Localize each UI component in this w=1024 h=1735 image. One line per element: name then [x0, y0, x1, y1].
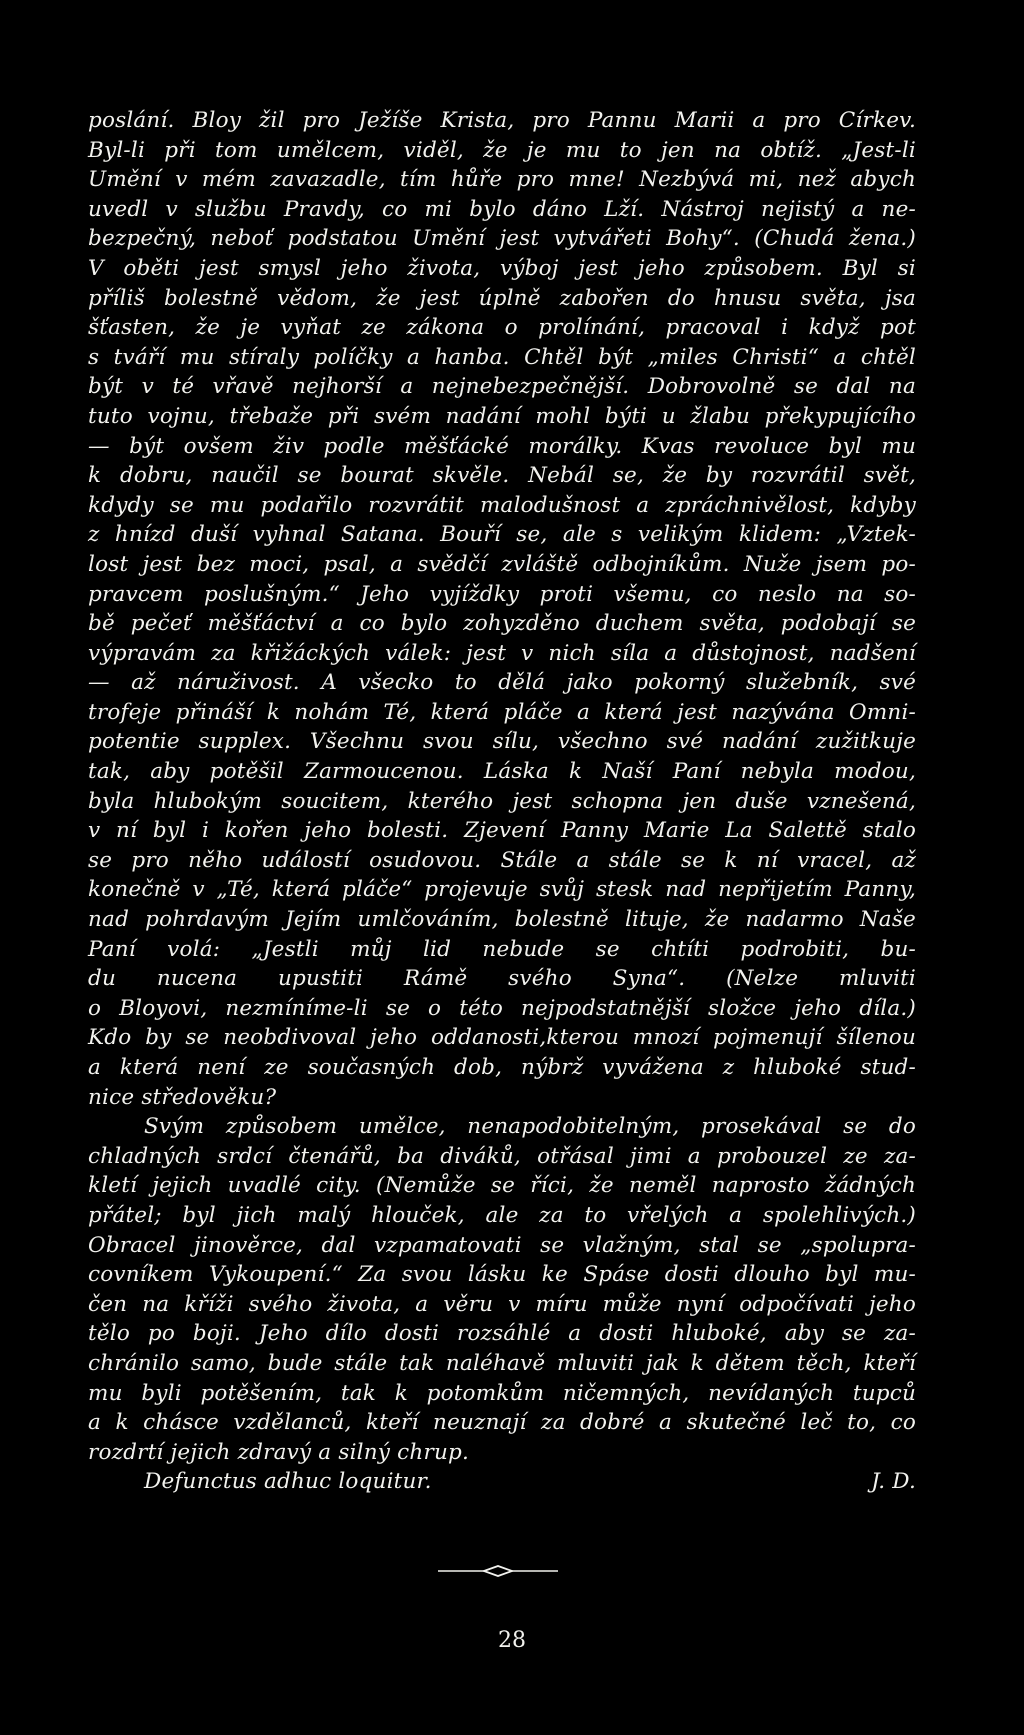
text-line: trofeje přináší k nohám Té, která pláče a která jest nazývána Omni-: [88, 699, 916, 725]
text-line: Kdo by se neobdivoval jeho oddanosti,kterou mnozí pojmenují šílenou: [88, 1025, 916, 1051]
text-line: Obracel jinověrce, dal vzpamatovati se vlažným, stal se „spolupra-: [88, 1232, 916, 1258]
text-line: Paní volá: „Jestli můj lid nebude se chtíti podrobiti, bu-: [88, 936, 916, 962]
text-line: o Bloyovi, nezmíníme-li se o této nejpodstatnější složce jeho díla.): [88, 995, 916, 1021]
horizontal-rule-ornament-icon: [438, 1563, 558, 1579]
text-line: — být ovšem živ podle měšťácké morálky. Kvas revoluce byl mu: [88, 433, 916, 459]
text-line: a k chásce vzdělanců, kteří neuznají za dobré a skutečné leč to, co: [88, 1410, 916, 1436]
text-line: chladných srdcí čtenářů, ba diváků, otřásal jimi a probouzel ze za-: [88, 1143, 916, 1169]
text-line: bezpečný, neboť podstatou Umění jest vytvářeti Bohy“. (Chudá žena.): [88, 226, 916, 252]
body-text: [88, 106, 916, 1497]
text-line: chránilo samo, bude stále tak naléhavě mluviti jak k dětem těch, kteří: [88, 1350, 916, 1376]
text-line: v ní byl i kořen jeho bolesti. Zjevení Panny Marie La Salettě stalo: [88, 818, 916, 844]
text-line: mu byli potěšením, tak k potomkům ničemných, nevídaných tupců: [88, 1380, 916, 1406]
text-line: kletí jejich uvadlé city. (Nemůže se říci, že neměl naprosto žádných: [88, 1173, 916, 1199]
text-line: bě pečeť měšťáctví a co bylo zohyzděno duchem světa, podobají se: [88, 611, 916, 637]
text-line: Svým způsobem umělce, nenapodobitelným, prosekával se do: [144, 1114, 916, 1140]
text-line: výpravám za křižáckých válek: jest v nich síla a důstojnost, nadšení: [88, 640, 916, 666]
author-initials: J. D.: [871, 1469, 916, 1495]
text-line: šťasten, že je vyňat ze zákona o prolínání, pracoval i když pot: [88, 315, 916, 341]
text-line: se pro něho událostí osudovou. Stále a stále se k ní vracel, až: [88, 847, 916, 873]
text-line: poslání. Bloy žil pro Ježíše Krista, pro Pannu Marii a pro Církev.: [88, 108, 916, 133]
text-line: nice středověku?: [88, 1084, 277, 1110]
text-line: rozdrtí jejich zdravý a silný chrup.: [88, 1439, 469, 1465]
text-line: covníkem Vykoupení.“ Za svou lásku ke Spáse dosti dlouho byl mu-: [88, 1262, 916, 1288]
text-line: kdydy se mu podařilo rozvrátit malodušnost a zpráchnivělost, kdyby: [88, 492, 916, 518]
text-line: z hnízd duší vyhnal Satana. Bouří se, ale s velikým klidem: „Vztek-: [88, 522, 916, 548]
text-line: k dobru, naučil se bourat skvěle. Nebál se, že by rozvrátil svět,: [88, 463, 916, 489]
text-line: potentie supplex. Všechnu svou sílu, všechno své nadání zužitkuje: [88, 729, 916, 755]
closing-line: [88, 1467, 916, 1497]
text-line: s tváří mu stíraly políčky a hanba. Chtěl být „miles Christi“ a chtěl: [88, 344, 916, 370]
text-line: byla hlubokým soucitem, kterého jest schopna jen duše vznešená,: [88, 788, 916, 814]
text-line: nad pohrdavým Jejím umlčováním, bolestně lituje, že nadarmo Naše: [88, 907, 916, 933]
text-line: být v té vřavě nejhorší a nejnebezpečnější. Dobrovolně se dal na: [88, 374, 916, 400]
text-line: V oběti jest smysl jeho života, výboj jest jeho způsobem. Byl si: [88, 255, 916, 281]
text-line: — až náruživost. A všecko to dělá jako pokorný služebník, své: [88, 670, 916, 696]
text-line: tak, aby potěšil Zarmoucenou. Láska k Naší Paní nebyla modou,: [88, 759, 916, 785]
text-line: Byl-li při tom umělcem, viděl, že je mu to jen na obtíž. „Jest-li: [88, 137, 916, 163]
text-line: tělo po boji. Jeho dílo dosti rozsáhlé a dosti hluboké, aby se za-: [88, 1321, 916, 1347]
text-line: tuto vojnu, třebaže při svém nadání mohl býti u žlabu překypujícího: [88, 403, 916, 429]
text-line: Umění v mém zavazadle, tím hůře pro mne! Nezbývá mi, než abych: [88, 167, 916, 193]
text-line: du nucena upustiti Rámě svého Syna“. (Nelze mluviti: [88, 966, 916, 992]
text-line: čen na kříži svého života, a věru v míru může nyní odpočívati jeho: [88, 1291, 916, 1317]
text-line: lost jest bez moci, psal, a svědčí zvláště odbojníkům. Nuže jsem po-: [88, 551, 916, 577]
text-line: konečně v „Té, která pláče“ projevuje svůj stesk nad nepřijetím Panny,: [88, 877, 916, 903]
page-number: 28: [498, 1628, 526, 1653]
text-line: uvedl v službu Pravdy, co mi bylo dáno Lží. Nástroj nejistý a ne-: [88, 196, 916, 222]
closing-motto: Defunctus adhuc loquitur.: [144, 1469, 432, 1495]
text-line: a která není ze současných dob, nýbrž vyvážena z hluboké stud-: [88, 1055, 916, 1080]
text-line: pravcem poslušným.“ Jeho vyjíždky proti všemu, co neslo na so-: [88, 581, 916, 607]
text-line: přátel; byl jich malý hlouček, ale za to vřelých a spolehlivých.): [88, 1202, 916, 1228]
text-line: příliš bolestně vědom, že jest úplně zabořen do hnusu světa, jsa: [88, 285, 916, 311]
